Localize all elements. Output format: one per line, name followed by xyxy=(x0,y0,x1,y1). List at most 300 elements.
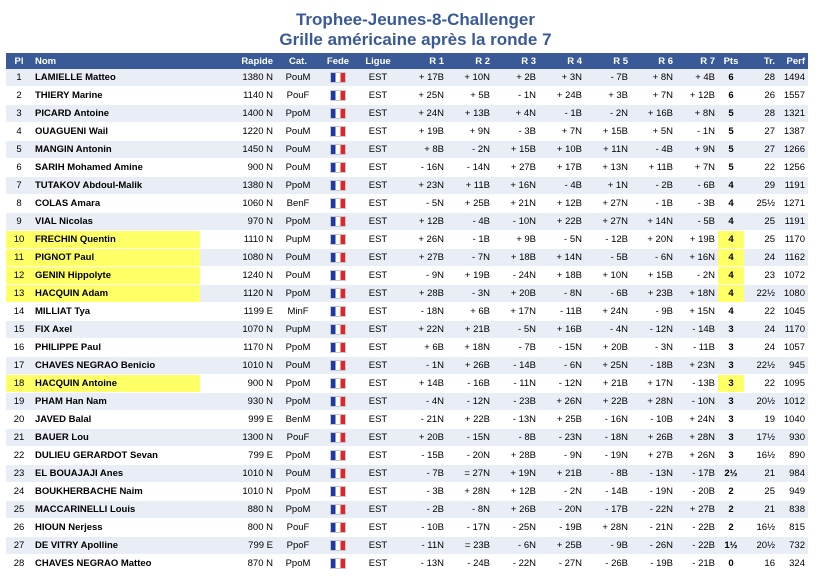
points-cell: 3 xyxy=(718,411,744,429)
round-result-cell: + 12B xyxy=(539,195,585,213)
federation-cell xyxy=(320,303,356,321)
category-cell: PouM xyxy=(276,249,320,267)
column-header: Cat. xyxy=(276,53,320,69)
category-cell: PouF xyxy=(276,519,320,537)
round-result-cell: - 3B xyxy=(400,483,447,501)
player-name: PHILIPPE Paul xyxy=(32,339,200,357)
points-cell: 4 xyxy=(718,285,744,303)
round-result-cell: - 6N xyxy=(539,357,585,375)
player-name: MANGIN Antonin xyxy=(32,141,200,159)
column-header: R 2 xyxy=(447,53,493,69)
round-result-cell: - 8N xyxy=(447,501,493,519)
round-result-cell: - 3B xyxy=(676,195,718,213)
tiebreak-cell: 28 xyxy=(744,69,778,87)
player-name: LAMIELLE Matteo xyxy=(32,69,200,87)
table-row xyxy=(6,69,808,87)
player-name: THIERY Marine xyxy=(32,87,200,105)
table-body xyxy=(6,69,808,573)
rating-cell: 900 N xyxy=(200,159,276,177)
table-row xyxy=(6,267,808,285)
column-header: R 1 xyxy=(400,53,447,69)
rating-cell: 1010 N xyxy=(200,483,276,501)
round-result-cell: - 12N xyxy=(631,321,676,339)
table-row xyxy=(6,519,808,537)
round-result-cell: - 19B xyxy=(631,555,676,573)
tiebreak-cell: 29 xyxy=(744,177,778,195)
round-result-cell: - 24B xyxy=(447,555,493,573)
category-cell: PpoM xyxy=(276,555,320,573)
round-result-cell: - 14B xyxy=(493,357,539,375)
rating-cell: 880 N xyxy=(200,501,276,519)
performance-cell: 1080 xyxy=(778,285,808,303)
round-result-cell: - 22B xyxy=(676,519,718,537)
performance-cell: 1494 xyxy=(778,69,808,87)
round-result-cell: + 3N xyxy=(539,69,585,87)
france-flag-icon xyxy=(330,180,346,191)
rating-cell: 1300 N xyxy=(200,429,276,447)
tiebreak-cell: 19 xyxy=(744,411,778,429)
table-row xyxy=(6,285,808,303)
rating-cell: 1220 N xyxy=(200,123,276,141)
rating-cell: 1170 N xyxy=(200,339,276,357)
category-cell: PpoM xyxy=(276,213,320,231)
france-flag-icon xyxy=(330,486,346,497)
league-cell: EST xyxy=(356,411,400,429)
points-cell: 0 xyxy=(718,555,744,573)
points-cell: 4 xyxy=(718,249,744,267)
round-result-cell: - 9N xyxy=(400,267,447,285)
federation-cell xyxy=(320,555,356,573)
table-row xyxy=(6,411,808,429)
round-result-cell: + 7N xyxy=(676,159,718,177)
column-header: Pl xyxy=(6,53,32,69)
france-flag-icon xyxy=(330,252,346,263)
france-flag-icon xyxy=(330,198,346,209)
tiebreak-cell: 21 xyxy=(744,465,778,483)
category-cell: BenF xyxy=(276,195,320,213)
round-result-cell: - 26B xyxy=(585,555,631,573)
round-result-cell: - 27N xyxy=(539,555,585,573)
federation-cell xyxy=(320,393,356,411)
round-result-cell: - 9B xyxy=(631,303,676,321)
points-cell: 3 xyxy=(718,321,744,339)
league-cell: EST xyxy=(356,195,400,213)
performance-cell: 1072 xyxy=(778,267,808,285)
round-result-cell: + 18N xyxy=(676,285,718,303)
round-result-cell: - 2N xyxy=(539,483,585,501)
round-result-cell: + 25N xyxy=(400,87,447,105)
tiebreak-cell: 25 xyxy=(744,213,778,231)
federation-cell xyxy=(320,321,356,339)
france-flag-icon xyxy=(330,216,346,227)
header xyxy=(0,0,831,50)
category-cell: MinF xyxy=(276,303,320,321)
table-row xyxy=(6,159,808,177)
round-result-cell: - 2B xyxy=(631,177,676,195)
round-result-cell: + 16N xyxy=(493,177,539,195)
round-result-cell: - 19N xyxy=(631,483,676,501)
round-result-cell: - 21N xyxy=(400,411,447,429)
federation-cell xyxy=(320,447,356,465)
round-result-cell: - 4N xyxy=(585,321,631,339)
round-result-cell: - 21B xyxy=(676,555,718,573)
category-cell: PouM xyxy=(276,159,320,177)
france-flag-icon xyxy=(330,126,346,137)
round-result-cell: - 6B xyxy=(585,285,631,303)
round-result-cell: + 16B xyxy=(631,105,676,123)
france-flag-icon xyxy=(330,234,346,245)
tiebreak-cell: 22½ xyxy=(744,357,778,375)
page-subtitle: Grille américaine après la ronde 7 xyxy=(279,30,552,49)
federation-cell xyxy=(320,519,356,537)
rating-cell: 1380 N xyxy=(200,177,276,195)
tiebreak-cell: 20½ xyxy=(744,537,778,555)
round-result-cell: - 16N xyxy=(400,159,447,177)
round-result-cell: + 14N xyxy=(631,213,676,231)
rating-cell: 799 E xyxy=(200,447,276,465)
player-name: HACQUIN Antoine xyxy=(32,375,200,393)
category-cell: PouM xyxy=(276,141,320,159)
performance-cell: 1557 xyxy=(778,87,808,105)
round-result-cell: - 12N xyxy=(539,375,585,393)
rating-cell: 800 N xyxy=(200,519,276,537)
round-result-cell: - 10B xyxy=(400,519,447,537)
player-name: BAUER Lou xyxy=(32,429,200,447)
tiebreak-cell: 25½ xyxy=(744,195,778,213)
round-result-cell: - 10N xyxy=(493,213,539,231)
player-name: FIX Axel xyxy=(32,321,200,339)
federation-cell xyxy=(320,339,356,357)
table-row xyxy=(6,105,808,123)
round-result-cell: + 2B xyxy=(493,69,539,87)
player-name: MACCARINELLI Louis xyxy=(32,501,200,519)
rating-cell: 1010 N xyxy=(200,465,276,483)
points-cell: 6 xyxy=(718,69,744,87)
category-cell: PpoM xyxy=(276,285,320,303)
points-cell: 5 xyxy=(718,105,744,123)
table-row xyxy=(6,465,808,483)
tiebreak-cell: 27 xyxy=(744,141,778,159)
round-result-cell: + 28N xyxy=(447,483,493,501)
round-result-cell: + 28B xyxy=(493,447,539,465)
performance-cell: 984 xyxy=(778,465,808,483)
points-cell: 5 xyxy=(718,159,744,177)
place-cell: 10 xyxy=(6,231,32,249)
round-result-cell: + 27N xyxy=(585,213,631,231)
place-cell: 27 xyxy=(6,537,32,555)
france-flag-icon xyxy=(330,108,346,119)
round-result-cell: - 3N xyxy=(631,339,676,357)
performance-cell: 1170 xyxy=(778,231,808,249)
table-row xyxy=(6,339,808,357)
round-result-cell: - 11B xyxy=(539,303,585,321)
round-result-cell: - 12N xyxy=(447,393,493,411)
tiebreak-cell: 22 xyxy=(744,303,778,321)
place-cell: 22 xyxy=(6,447,32,465)
rating-cell: 1070 N xyxy=(200,321,276,339)
points-cell: 3 xyxy=(718,429,744,447)
performance-cell: 1057 xyxy=(778,339,808,357)
france-flag-icon xyxy=(330,360,346,371)
place-cell: 26 xyxy=(6,519,32,537)
player-name: PIGNOT Paul xyxy=(32,249,200,267)
performance-cell: 1256 xyxy=(778,159,808,177)
place-cell: 8 xyxy=(6,195,32,213)
tiebreak-cell: 24 xyxy=(744,321,778,339)
league-cell: EST xyxy=(356,105,400,123)
round-result-cell: - 5B xyxy=(676,213,718,231)
rating-cell: 1110 N xyxy=(200,231,276,249)
place-cell: 7 xyxy=(6,177,32,195)
category-cell: PpoM xyxy=(276,375,320,393)
round-result-cell: - 7B xyxy=(493,339,539,357)
round-result-cell: - 18N xyxy=(400,303,447,321)
column-header: Nom xyxy=(32,53,200,69)
rating-cell: 970 N xyxy=(200,213,276,231)
category-cell: PpoM xyxy=(276,447,320,465)
round-result-cell: - 1B xyxy=(539,105,585,123)
round-result-cell: - 8B xyxy=(493,429,539,447)
league-cell: EST xyxy=(356,465,400,483)
player-name: CHAVES NEGRAO Matteo xyxy=(32,555,200,573)
federation-cell xyxy=(320,87,356,105)
tiebreak-cell: 24 xyxy=(744,249,778,267)
round-result-cell: - 22N xyxy=(631,501,676,519)
column-header: Pts xyxy=(718,53,744,69)
points-cell: 6 xyxy=(718,87,744,105)
france-flag-icon xyxy=(330,162,346,173)
france-flag-icon xyxy=(330,540,346,551)
rating-cell: 1080 N xyxy=(200,249,276,267)
player-name: BOUKHERBACHE Naim xyxy=(32,483,200,501)
player-name: CHAVES NEGRAO Benicio xyxy=(32,357,200,375)
league-cell: EST xyxy=(356,249,400,267)
performance-cell: 1271 xyxy=(778,195,808,213)
france-flag-icon xyxy=(330,324,346,335)
round-result-cell: - 14B xyxy=(676,321,718,339)
round-result-cell: - 2N xyxy=(676,267,718,285)
place-cell: 3 xyxy=(6,105,32,123)
performance-cell: 949 xyxy=(778,483,808,501)
performance-cell: 732 xyxy=(778,537,808,555)
round-result-cell: + 9N xyxy=(676,141,718,159)
performance-cell: 1266 xyxy=(778,141,808,159)
round-result-cell: - 14B xyxy=(585,483,631,501)
round-result-cell: - 23B xyxy=(493,393,539,411)
column-header: Tr. xyxy=(744,53,778,69)
round-result-cell: - 1N xyxy=(676,123,718,141)
performance-cell: 1191 xyxy=(778,213,808,231)
column-header: Ligue xyxy=(356,53,400,69)
round-result-cell: - 25N xyxy=(493,519,539,537)
tiebreak-cell: 25 xyxy=(744,483,778,501)
round-result-cell: - 7B xyxy=(400,465,447,483)
table-row xyxy=(6,195,808,213)
france-flag-icon xyxy=(330,90,346,101)
round-result-cell: + 17B xyxy=(539,159,585,177)
performance-cell: 1191 xyxy=(778,177,808,195)
category-cell: PpoM xyxy=(276,105,320,123)
round-result-cell: + 26N xyxy=(539,393,585,411)
round-result-cell: + 28B xyxy=(400,285,447,303)
round-result-cell: - 10B xyxy=(631,411,676,429)
category-cell: PouM xyxy=(276,267,320,285)
round-result-cell: + 12B xyxy=(400,213,447,231)
round-result-cell: - 24N xyxy=(493,267,539,285)
points-cell: 4 xyxy=(718,267,744,285)
round-result-cell: + 25B xyxy=(447,195,493,213)
round-result-cell: + 27B xyxy=(493,159,539,177)
category-cell: BenM xyxy=(276,411,320,429)
france-flag-icon xyxy=(330,504,346,515)
round-result-cell: + 26B xyxy=(447,357,493,375)
round-result-cell: - 1N xyxy=(493,87,539,105)
round-result-cell: + 19B xyxy=(400,123,447,141)
column-header: Fede xyxy=(320,53,356,69)
player-name: OUAGUENI Wail xyxy=(32,123,200,141)
rating-cell: 900 N xyxy=(200,375,276,393)
tiebreak-cell: 16½ xyxy=(744,447,778,465)
league-cell: EST xyxy=(356,159,400,177)
round-result-cell: - 2N xyxy=(447,141,493,159)
round-result-cell: + 28N xyxy=(631,393,676,411)
france-flag-icon xyxy=(330,558,346,569)
category-cell: PouM xyxy=(276,465,320,483)
table-row xyxy=(6,249,808,267)
page-title: Trophee-Jeunes-8-Challenger xyxy=(295,10,535,29)
round-result-cell: + 27B xyxy=(631,447,676,465)
round-result-cell: + 5B xyxy=(447,87,493,105)
round-result-cell: + 16B xyxy=(539,321,585,339)
performance-cell: 1040 xyxy=(778,411,808,429)
round-result-cell: - 13N xyxy=(493,411,539,429)
tiebreak-cell: 17½ xyxy=(744,429,778,447)
league-cell: EST xyxy=(356,69,400,87)
round-result-cell: - 4N xyxy=(400,393,447,411)
federation-cell xyxy=(320,177,356,195)
place-cell: 21 xyxy=(6,429,32,447)
column-header: R 4 xyxy=(539,53,585,69)
tiebreak-cell: 27 xyxy=(744,123,778,141)
place-cell: 11 xyxy=(6,249,32,267)
league-cell: EST xyxy=(356,429,400,447)
federation-cell xyxy=(320,141,356,159)
round-result-cell: - 21N xyxy=(631,519,676,537)
federation-cell xyxy=(320,159,356,177)
round-result-cell: + 26B xyxy=(493,501,539,519)
category-cell: PupM xyxy=(276,231,320,249)
round-result-cell: + 19B xyxy=(447,267,493,285)
round-result-cell: - 19N xyxy=(585,447,631,465)
league-cell: EST xyxy=(356,87,400,105)
league-cell: EST xyxy=(356,447,400,465)
performance-cell: 930 xyxy=(778,429,808,447)
round-result-cell: - 15N xyxy=(539,339,585,357)
table-row xyxy=(6,213,808,231)
round-result-cell: + 4B xyxy=(676,69,718,87)
table-header-row xyxy=(6,53,808,69)
table-row xyxy=(6,321,808,339)
federation-cell xyxy=(320,465,356,483)
points-cell: 5 xyxy=(718,123,744,141)
standings-table xyxy=(6,53,808,573)
france-flag-icon xyxy=(330,306,346,317)
round-result-cell: + 22B xyxy=(447,411,493,429)
category-cell: PpoM xyxy=(276,501,320,519)
player-name: HIOUN Nerjess xyxy=(32,519,200,537)
round-result-cell: + 8B xyxy=(400,141,447,159)
round-result-cell: + 21B xyxy=(539,465,585,483)
place-cell: 15 xyxy=(6,321,32,339)
round-result-cell: + 15B xyxy=(631,267,676,285)
category-cell: PouF xyxy=(276,87,320,105)
place-cell: 2 xyxy=(6,87,32,105)
performance-cell: 324 xyxy=(778,555,808,573)
points-cell: 2 xyxy=(718,519,744,537)
league-cell: EST xyxy=(356,213,400,231)
league-cell: EST xyxy=(356,375,400,393)
place-cell: 19 xyxy=(6,393,32,411)
round-result-cell: - 20N xyxy=(539,501,585,519)
league-cell: EST xyxy=(356,231,400,249)
federation-cell xyxy=(320,357,356,375)
player-name: TUTAKOV Abdoul-Malik xyxy=(32,177,200,195)
league-cell: EST xyxy=(356,285,400,303)
round-result-cell: - 18N xyxy=(585,429,631,447)
round-result-cell: - 8B xyxy=(585,465,631,483)
player-name: DULIEU GERARDOT Sevan xyxy=(32,447,200,465)
place-cell: 25 xyxy=(6,501,32,519)
round-result-cell: + 28N xyxy=(585,519,631,537)
performance-cell: 890 xyxy=(778,447,808,465)
place-cell: 24 xyxy=(6,483,32,501)
category-cell: PpoM xyxy=(276,177,320,195)
round-result-cell: - 22N xyxy=(493,555,539,573)
round-result-cell: + 4N xyxy=(493,105,539,123)
federation-cell xyxy=(320,69,356,87)
round-result-cell: + 1N xyxy=(585,177,631,195)
place-cell: 6 xyxy=(6,159,32,177)
france-flag-icon xyxy=(330,144,346,155)
france-flag-icon xyxy=(330,396,346,407)
tiebreak-cell: 26 xyxy=(744,87,778,105)
place-cell: 12 xyxy=(6,267,32,285)
points-cell: 2 xyxy=(718,501,744,519)
category-cell: PpoM xyxy=(276,339,320,357)
federation-cell xyxy=(320,483,356,501)
category-cell: PpoM xyxy=(276,483,320,501)
france-flag-icon xyxy=(330,378,346,389)
column-header: R 6 xyxy=(631,53,676,69)
france-flag-icon xyxy=(330,270,346,281)
tiebreak-cell: 28 xyxy=(744,105,778,123)
round-result-cell: + 26N xyxy=(676,447,718,465)
league-cell: EST xyxy=(356,393,400,411)
round-result-cell: - 3B xyxy=(493,123,539,141)
tiebreak-cell: 23 xyxy=(744,267,778,285)
round-result-cell: + 21B xyxy=(585,375,631,393)
round-result-cell: + 16N xyxy=(676,249,718,267)
performance-cell: 1045 xyxy=(778,303,808,321)
round-result-cell: + 11N xyxy=(585,141,631,159)
round-result-cell: - 6B xyxy=(676,177,718,195)
tiebreak-cell: 20½ xyxy=(744,393,778,411)
round-result-cell: - 5B xyxy=(585,249,631,267)
category-cell: PouF xyxy=(276,429,320,447)
round-result-cell: + 18N xyxy=(447,339,493,357)
points-cell: 4 xyxy=(718,177,744,195)
france-flag-icon xyxy=(330,432,346,443)
